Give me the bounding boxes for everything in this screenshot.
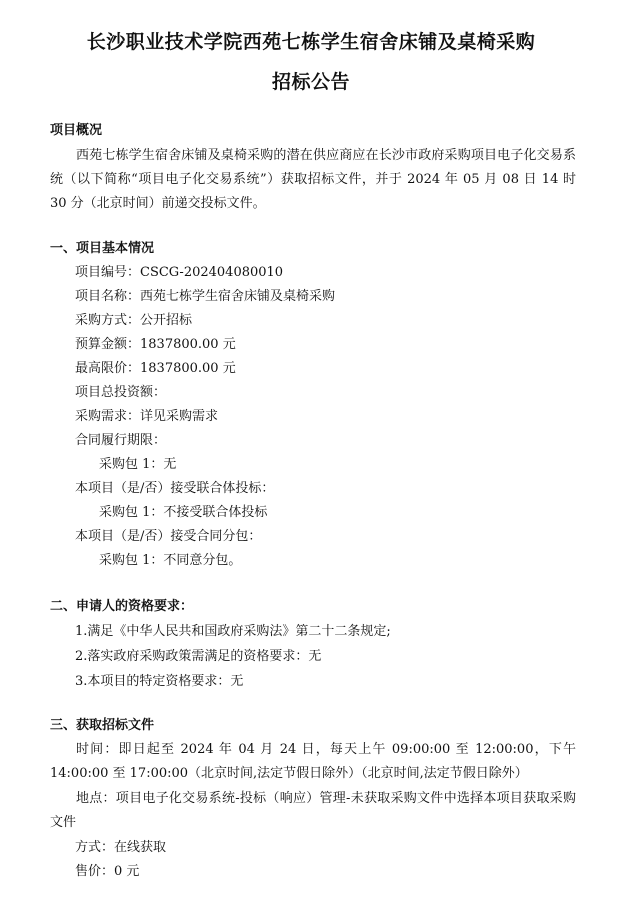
qualification-item-1: 1.满足《中华人民共和国政府采购法》第二十二条规定; xyxy=(75,624,391,639)
max-price: 最高限价：1837800.00 元 xyxy=(75,361,236,376)
consortium-bidding-package1: 采购包 1：不接受联合体投标 xyxy=(99,505,268,520)
obtain-place: 地点：项目电子化交易系统-投标（响应）管理-未获取采购文件中选择本项目获取采购文件 xyxy=(50,791,576,830)
subcontracting-package1: 采购包 1：不同意分包。 xyxy=(99,553,242,568)
contract-period-package1: 采购包 1：无 xyxy=(99,457,177,472)
subcontracting: 本项目（是/否）接受合同分包： xyxy=(75,529,262,544)
procurement-requirement: 采购需求：详见采购需求 xyxy=(75,409,219,424)
obtain-time: 时间：即日起至 2024 年 04 月 24 日，每天上午 09:00:00 至 12:00:00，下午 14:00:00 至 17:00:00（北京时间,法定节假日除外）（北京时间,法定节假日除外） xyxy=(50,742,576,781)
section3-heading: 三、获取招标文件 xyxy=(50,718,155,733)
project-name: 项目名称：西苑七栋学生宿舍床铺及桌椅采购 xyxy=(75,289,336,304)
obtain-price: 售价：0 元 xyxy=(75,864,140,879)
overview-paragraph: 西苑七栋学生宿舍床铺及桌椅采购的潜在供应商应在长沙市政府采购项目电子化交易系统（以下简称“项目电子化交易系统”）获取招标文件，并于 2024 年 05 月 08 日 14 时 30 分（北京时间）前递交投标文件。 xyxy=(50,148,576,211)
section2-heading: 二、申请人的资格要求： xyxy=(50,599,194,614)
document-title-line1: 长沙职业技术学院西苑七栋学生宿舍床铺及桌椅采购 xyxy=(86,31,536,53)
project-number: 项目编号：CSCG-202404080010 xyxy=(75,265,284,280)
qualification-item-2: 2.落实政府采购政策需满足的资格要求：无 xyxy=(75,649,322,664)
contract-period: 合同履行期限： xyxy=(75,433,167,448)
budget-amount: 预算金额：1837800.00 元 xyxy=(75,337,236,352)
obtain-method: 方式：在线获取 xyxy=(75,840,167,855)
total-investment: 项目总投资额： xyxy=(75,385,167,400)
document-title-line2: 招标公告 xyxy=(271,71,350,93)
procurement-method: 采购方式：公开招标 xyxy=(75,313,193,328)
consortium-bidding: 本项目（是/否）接受联合体投标： xyxy=(75,481,275,496)
qualification-item-3: 3.本项目的特定资格要求：无 xyxy=(75,674,244,689)
overview-heading: 项目概况 xyxy=(50,123,103,138)
section1-heading: 一、项目基本情况 xyxy=(50,241,155,256)
